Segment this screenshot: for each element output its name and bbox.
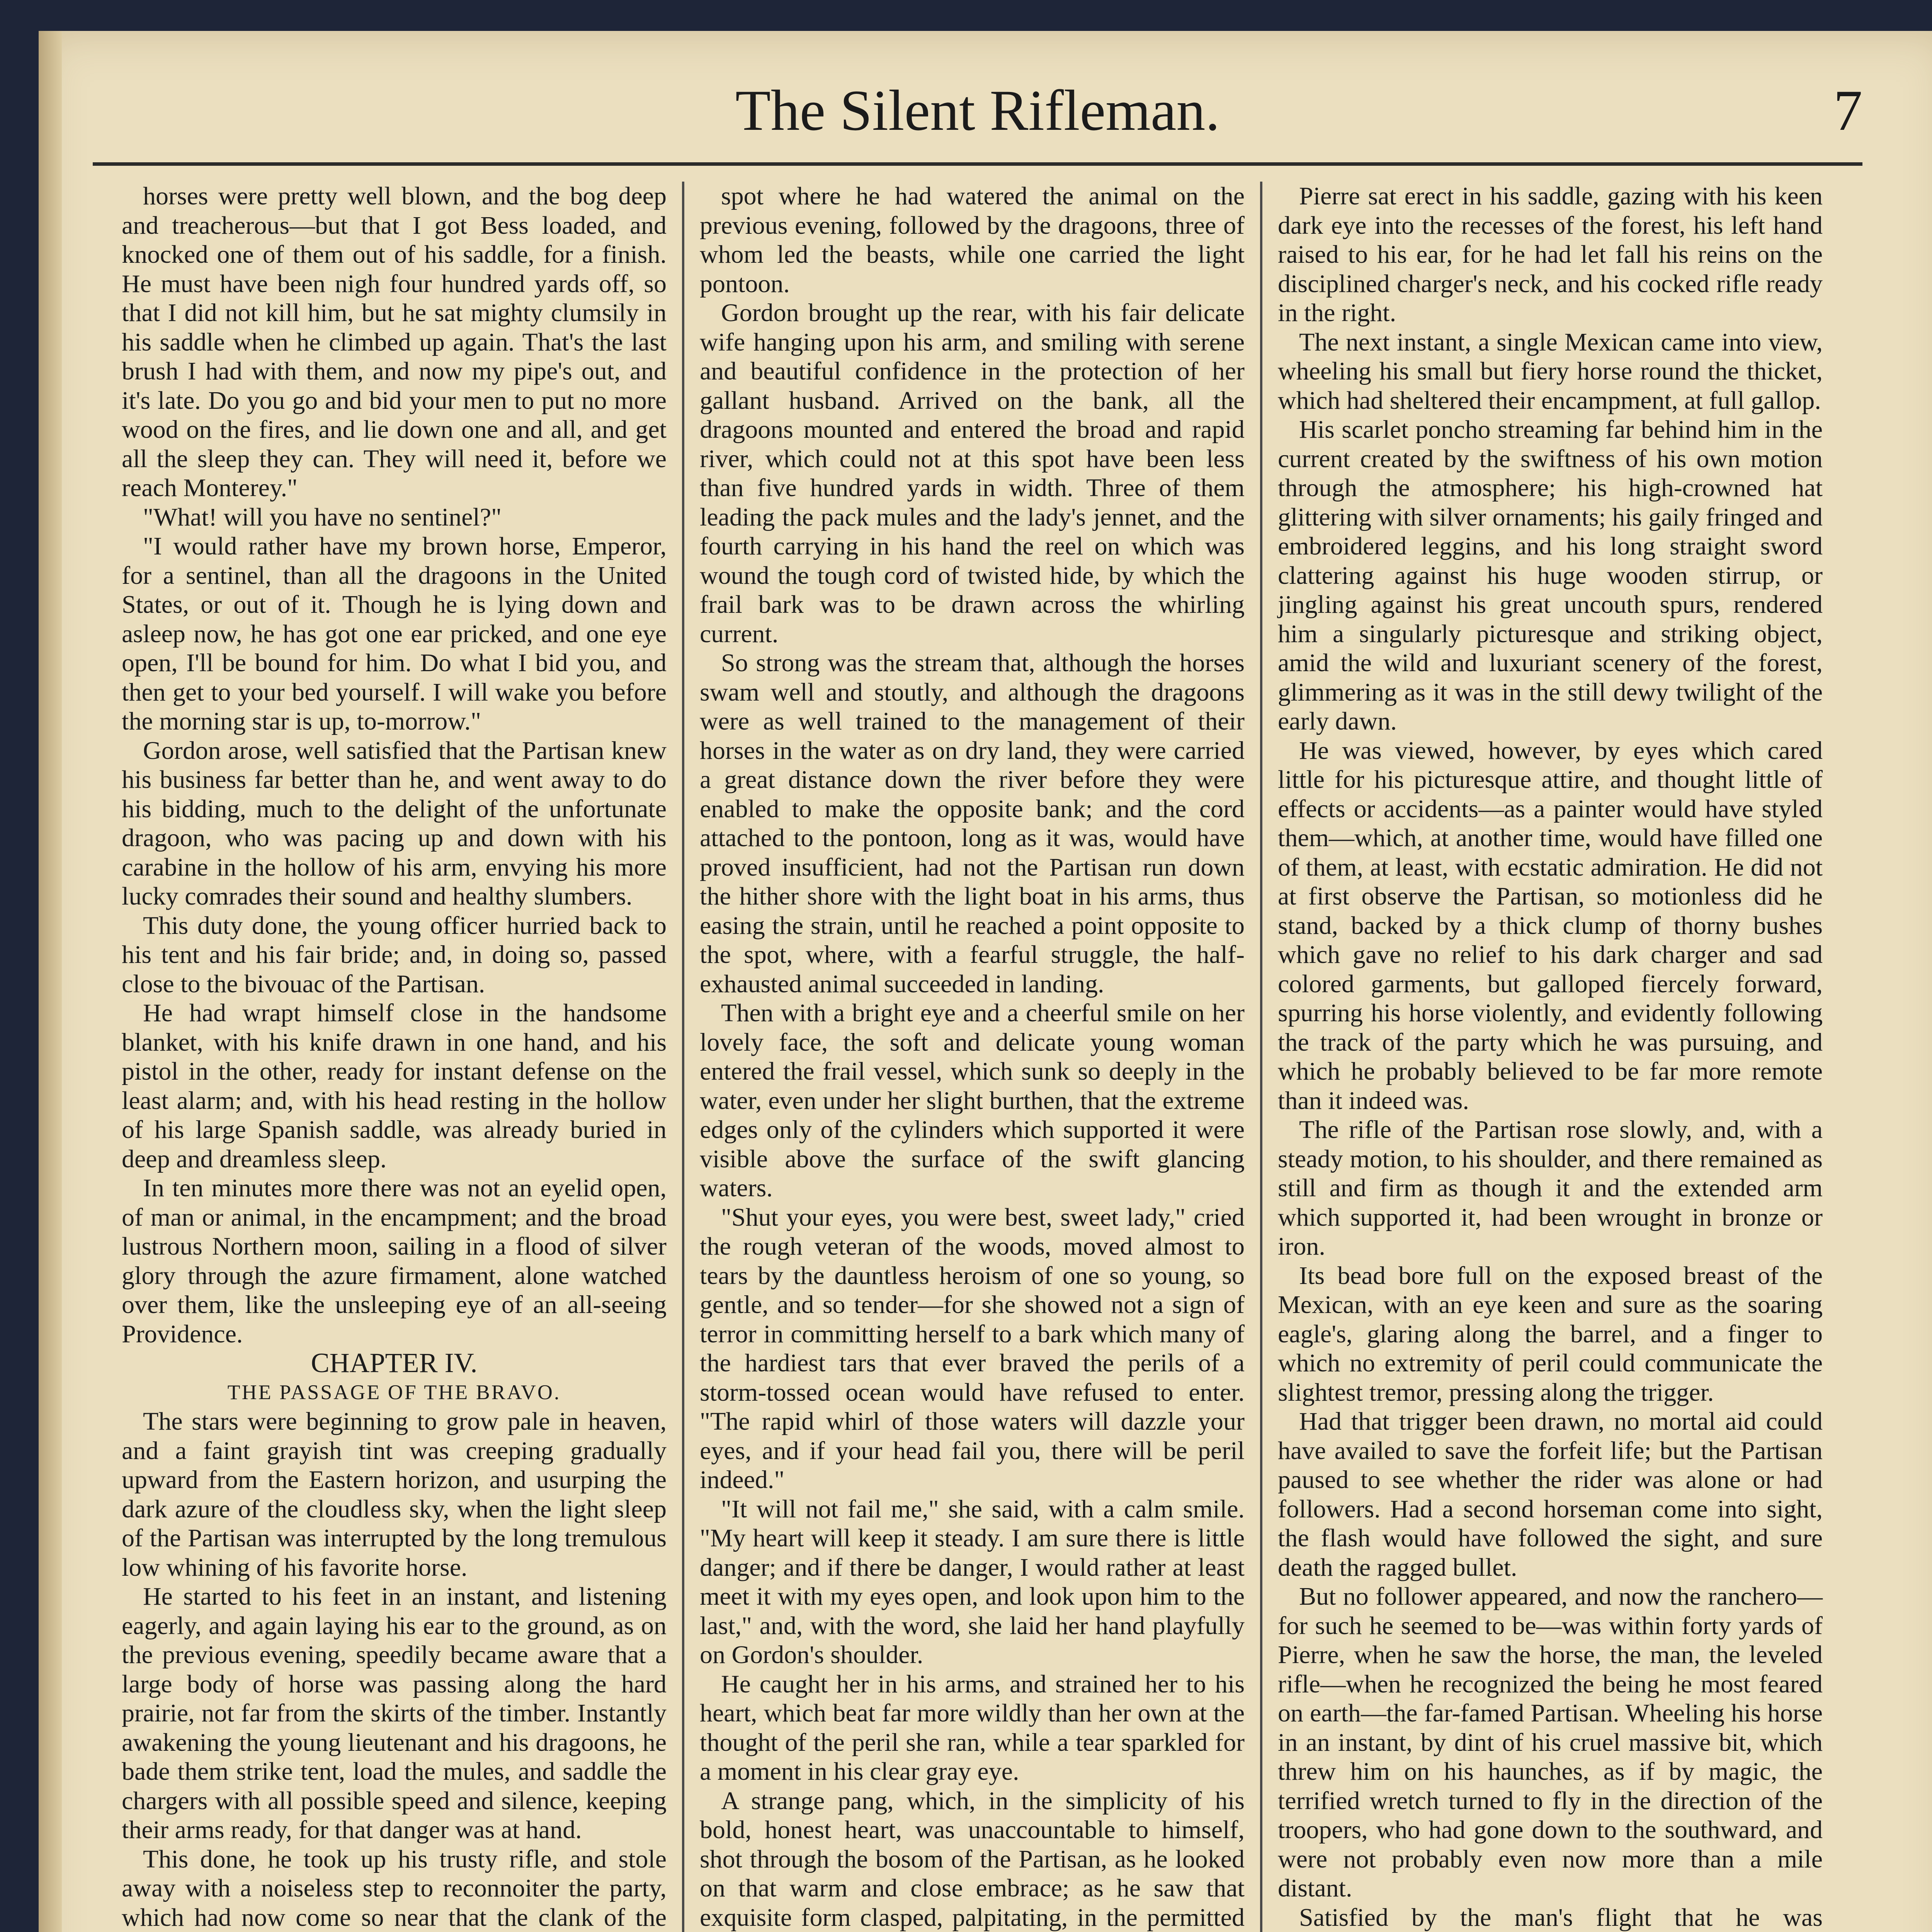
chapter-subheading: THE PASSAGE OF THE BRAVO. <box>227 1380 561 1404</box>
paragraph: He was viewed, however, by eyes which cared little for his picturesque attire, and thought little of effects or accidents—as a painter would have styled them—which, at another time, would have filled one of them, at least, with ecstatic admiration. He did not at first observe the Partisan, so motionless did he stand, backed by a thick clump of thorny bushes which gave no relief to his dark charger and sad colored garments, but galloped fiercely forward, spurring his horse violently, and evidently following the track of the party which he was pursuing, and which he probably believed to be far more remote than it indeed was. <box>1278 736 1823 1115</box>
paragraph: The next instant, a single Mexican came into view, wheeling his small but fiery horse round the thicket, which had sheltered their encampment, at full gallop. <box>1278 328 1823 415</box>
page-title: The Silent Rifleman. <box>735 78 1220 143</box>
text-column-1 <box>108 182 680 1932</box>
text-column-2 <box>686 182 1258 1932</box>
paragraph: "It will not fail me," she said, with a calm smile. "My heart will keep it steady. I am sure there is little danger; and if there be danger, I would rather at least meet it with my eyes open, and look upon him to the last," and, with the word, she laid her hand playfully on Gordon's shoulder. <box>700 1495 1245 1669</box>
paragraph: Pierre sat erect in his saddle, gazing with his keen dark eye into the recesses of the forest, his left hand raised to his ear, for he had let fall his reins on the disciplined charger's neck, and his cocked rifle ready in the right. <box>1278 182 1823 327</box>
paragraph: He had wrapt himself close in the handsome blanket, with his knife drawn in one hand, and his pistol in the other, ready for instant defense on the least alarm; and, with his head resting in the hollow of his large Spanish saddle, was already buried in deep and dreamless sleep. <box>122 999 667 1173</box>
text-column-3 <box>1264 182 1836 1932</box>
paragraph: Had that trigger been drawn, no mortal aid could have availed to save the forfeit life; but the Partisan paused to see whether the rider was alone or had followers. Had a second horseman come into sight, the flash would have followed the sight, and sure death the ragged bullet. <box>1278 1407 1823 1582</box>
page-number: 7 <box>1833 78 1862 143</box>
paragraph: He caught her in his arms, and strained her to his heart, which beat far more wildly than her own at the thought of the peril she ran, while a tear sparkled for a moment in his clear gray eye. <box>700 1670 1245 1786</box>
paragraph: "Shut your eyes, you were best, sweet lady," cried the rough veteran of the woods, moved almost to tears by the dauntless heroism of one so young, so gentle, and so tender—for she showed not a sign of terror in committing herself to a bark which many of the hardiest tars that ever braved the perils of a storm-tossed ocean would have refused to enter. "The rapid whirl of those waters will dazzle your eyes, and if your head fail you, there will be peril indeed." <box>700 1203 1245 1494</box>
paragraph: Its bead bore full on the exposed breast of the Mexican, with an eye keen and sure as the soaring eagle's, glaring along the barrel, and a finger to which no extremity of peril could communicate the slightest tremor, pressing along the trigger. <box>1278 1261 1823 1406</box>
column-rule <box>682 182 684 1932</box>
paragraph: Gordon brought up the rear, with his fair delicate wife hanging upon his arm, and smiling with serene and beautiful confidence in the protection of her gallant husband. Arrived on the bank, all the dragoons mounted and entered the broad and rapid river, which could not at this spot have been less than five hundred yards in width. Three of them leading the pack mules and the lady's jennet, and the fourth carrying in his hand the reel on which was wound the tough cord of twisted hide, by which the frail bark was to be drawn across the whirling current. <box>700 299 1245 648</box>
paragraph: "What! will you have no sentinel?" <box>143 503 502 531</box>
paragraph: His scarlet poncho streaming far behind him in the current created by the swiftness of his own motion through the atmosphere; his high-crowned hat glittering with silver ornaments; his gaily fringed and embroidered leggins, and his long straight sword clattering against his huge wooden stirrup, or jingling against his great uncouth spurs, rendered him a singularly picturesque and striking object, amid the wild and luxuriant scenery of the forest, glimmering as it was in the still dewy twilight of the early dawn. <box>1278 415 1823 735</box>
paragraph: In ten minutes more there was not an eyelid open, of man or animal, in the encampment; and the broad lustrous Northern moon, sailing in a flood of silver glory through the azure firmament, alone watched over them, like the unsleeping eye of an all-seeing Providence. <box>122 1174 667 1348</box>
text-columns <box>108 182 1870 1932</box>
paragraph: This done, he took up his trusty rifle, and stole away with a noiseless step to reconnoiter the party, which had now come so near that the clank of the <box>122 1845 667 1932</box>
paragraph: "I would rather have my brown horse, Emperor, for a sentinel, than all the dragoons in the United States, or out of it. Though he is lying down and asleep now, he has got one ear pricked, and one eye open, I'll be bound for him. Do what I bid you, and then get to your bed yourself. I will wake you before the morning star is up, to-morrow." <box>122 532 667 735</box>
paragraph: But no follower appeared, and now the ranchero—for such he seemed to be—was within forty yards of Pierre, when he saw the horse, the man, the leveled rifle—when he recognized the being he most feared on earth—the far-famed Partisan. Wheeling his horse in an instant, by dint of his cruel massive bit, which threw him on his haunches, as if by magic, the terrified wretch turned to fly in the direction of the troopers, who had gone down to the southward, and were not probably even now more than a mile distant. <box>1278 1582 1823 1902</box>
paragraph: A strange pang, which, in the simplicity of his bold, honest heart, was unaccountable to himself, shot through the bosom of the Partisan, as he looked on that warm and close embrace; as he saw that exquisite form clasped, palpitating, in the permitted <box>700 1786 1245 1932</box>
chapter-heading: CHAPTER IV. <box>311 1347 478 1378</box>
paragraph: spot where he had watered the animal on the previous evening, followed by the dragoons, three of whom led the beasts, while one carried the light pontoon. <box>700 182 1245 298</box>
paragraph: Then with a bright eye and a cheerful smile on her lovely face, the soft and delicate young woman entered the frail vessel, which sunk so deeply in the water, even under her slight burthen, that the extreme edges only of the cylinders which supported it were visible above the surface of the swift glancing waters. <box>700 999 1245 1202</box>
binding-gutter <box>39 31 62 1932</box>
paragraph: So strong was the stream that, although the horses swam well and stoutly, and although the dragoons were as well trained to the management of their horses in the water as on dry land, they were carried a great distance down the river before they were enabled to make the opposite bank; and the cord attached to the pontoon, long as it was, would have proved insufficient, had not the Partisan run down the hither shore with the light boat in his arms, thus easing the strain, until he reached a point opposite to the spot, where, with a fearful struggle, the half-exhausted animal succeeded in landing. <box>700 649 1245 998</box>
paragraph: The stars were beginning to grow pale in heaven, and a faint grayish tint was creeping gradually upward from the Eastern horizon, and usurping the dark azure of the cloudless sky, when the light sleep of the Partisan was interrupted by the long tremulous low whining of his favorite horse. <box>122 1407 667 1582</box>
paragraph: Gordon arose, well satisfied that the Partisan knew his business far better than he, and went away to do his bidding, much to the delight of the unfortunate dragoon, who was pacing up and down with his carabine in the hollow of his arm, envying his more lucky comrades their sound and healthy slumbers. <box>122 736 667 910</box>
paragraph: He started to his feet in an instant, and listening eagerly, and again laying his ear to the ground, as on the previous evening, speedily became aware that a large body of horse was passing along the hard prairie, not far from the skirts of the timber. Instantly awakening the young lieutenant and his dragoons, he bade them strike tent, load the mules, and saddle the chargers with all possible speed and silence, keeping their arms ready, for that danger was at hand. <box>122 1582 667 1844</box>
paragraph: Satisfied by the man's flight that he was <box>1299 1903 1823 1932</box>
page-header <box>93 62 1862 166</box>
column-rule <box>1260 182 1262 1932</box>
paragraph: The rifle of the Partisan rose slowly, and, with a steady motion, to his shoulder, and there remained as still and firm as though it and the extended arm which supported it, had been wrought in bronze or iron. <box>1278 1116 1823 1260</box>
paragraph: This duty done, the young officer hurried back to his tent and his fair bride; and, in doing so, passed close to the bivouac of the Partisan. <box>122 911 667 998</box>
paragraph: horses were pretty well blown, and the bog deep and treacherous—but that I got Bess loaded, and knocked one of them out of his saddle, for a finish. He must have been nigh four hundred yards off, so that I did not kill him, but he sat mighty clumsily in his saddle when he climbed up again. That's the last brush I had with them, and now my pipe's out, and it's late. Do you go and bid your men to put no more wood on the fires, and lie down one and all, and get all the sleep they can. They will need it, before we reach Monterey." <box>122 182 667 502</box>
